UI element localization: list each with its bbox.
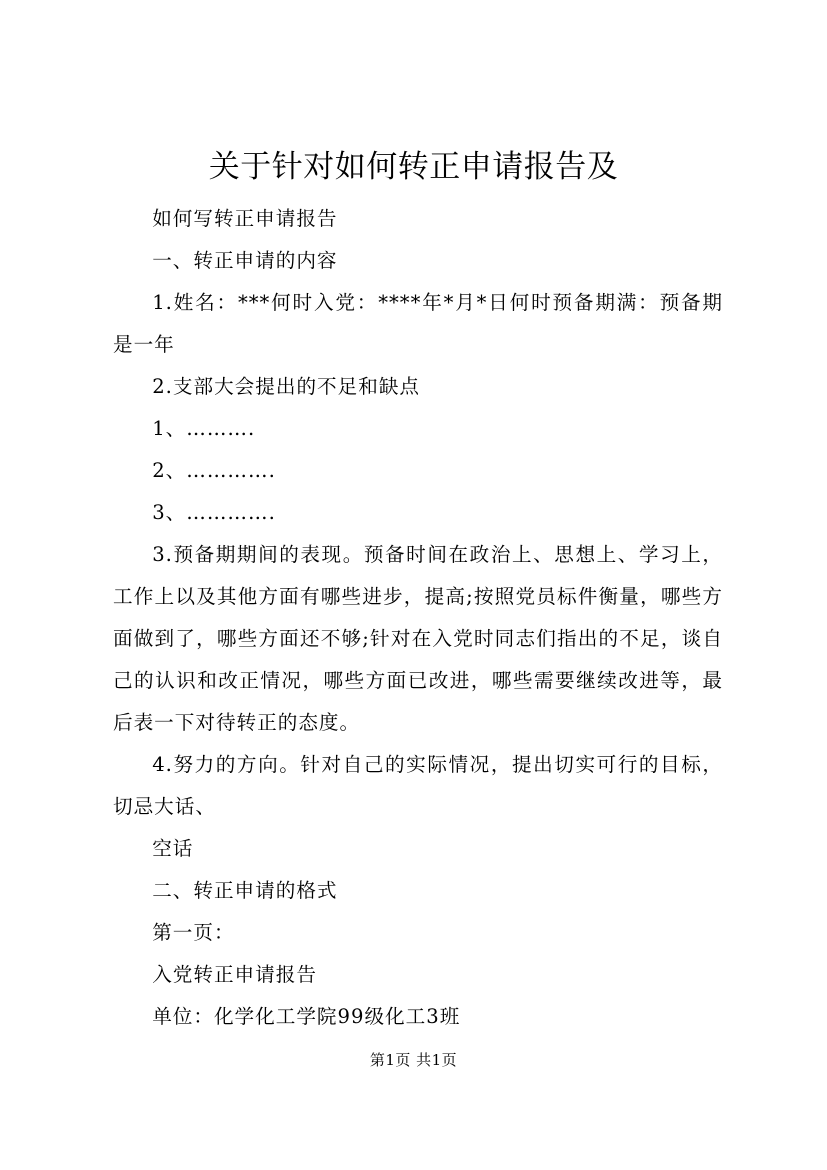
line-first-page: 第一页： — [152, 921, 235, 944]
list-item-1: 1、………. — [152, 417, 256, 440]
paragraph-direction: 4.努力的方向。针对自己的实际情况，提出切实可行的目标，切忌大话、 — [113, 753, 723, 818]
document-body — [113, 198, 723, 1038]
list-item-2: 2、…………. — [152, 459, 276, 482]
list-item-3: 3、…………. — [152, 501, 276, 524]
document-title: 关于针对如何转正申请报告及 — [208, 149, 619, 185]
paragraph-performance: 3.预备期期间的表现。预备时间在政治上、思想上、学习上，工作上以及其他方面有哪些进步，提高;按照党员标件衡量，哪些方面做到了，哪些方面还不够;针对在入党时同志们指出的不足，谈自己的认识和改正情况，哪些方面已改进，哪些需要继续改进等，最后表一下对待转正的态度。 — [113, 543, 723, 734]
line-unit: 单位：化学化工学院99级化工3班 — [152, 1005, 461, 1028]
paragraph-empty-talk: 空话 — [152, 837, 194, 860]
section-heading-format: 二、转正申请的格式 — [152, 879, 338, 902]
paragraph-name-dates: 1.姓名：***何时入党：****年*月*日何时预备期满：预备期是一年 — [113, 291, 723, 356]
section-heading-content: 一、转正申请的内容 — [152, 249, 338, 272]
line-report-title: 入党转正申请报告 — [152, 963, 317, 986]
page-footer: 第1页 共1页 — [369, 1051, 458, 1069]
heading-how-to-write: 如何写转正申请报告 — [152, 207, 338, 230]
paragraph-shortcomings: 2.支部大会提出的不足和缺点 — [152, 375, 421, 398]
